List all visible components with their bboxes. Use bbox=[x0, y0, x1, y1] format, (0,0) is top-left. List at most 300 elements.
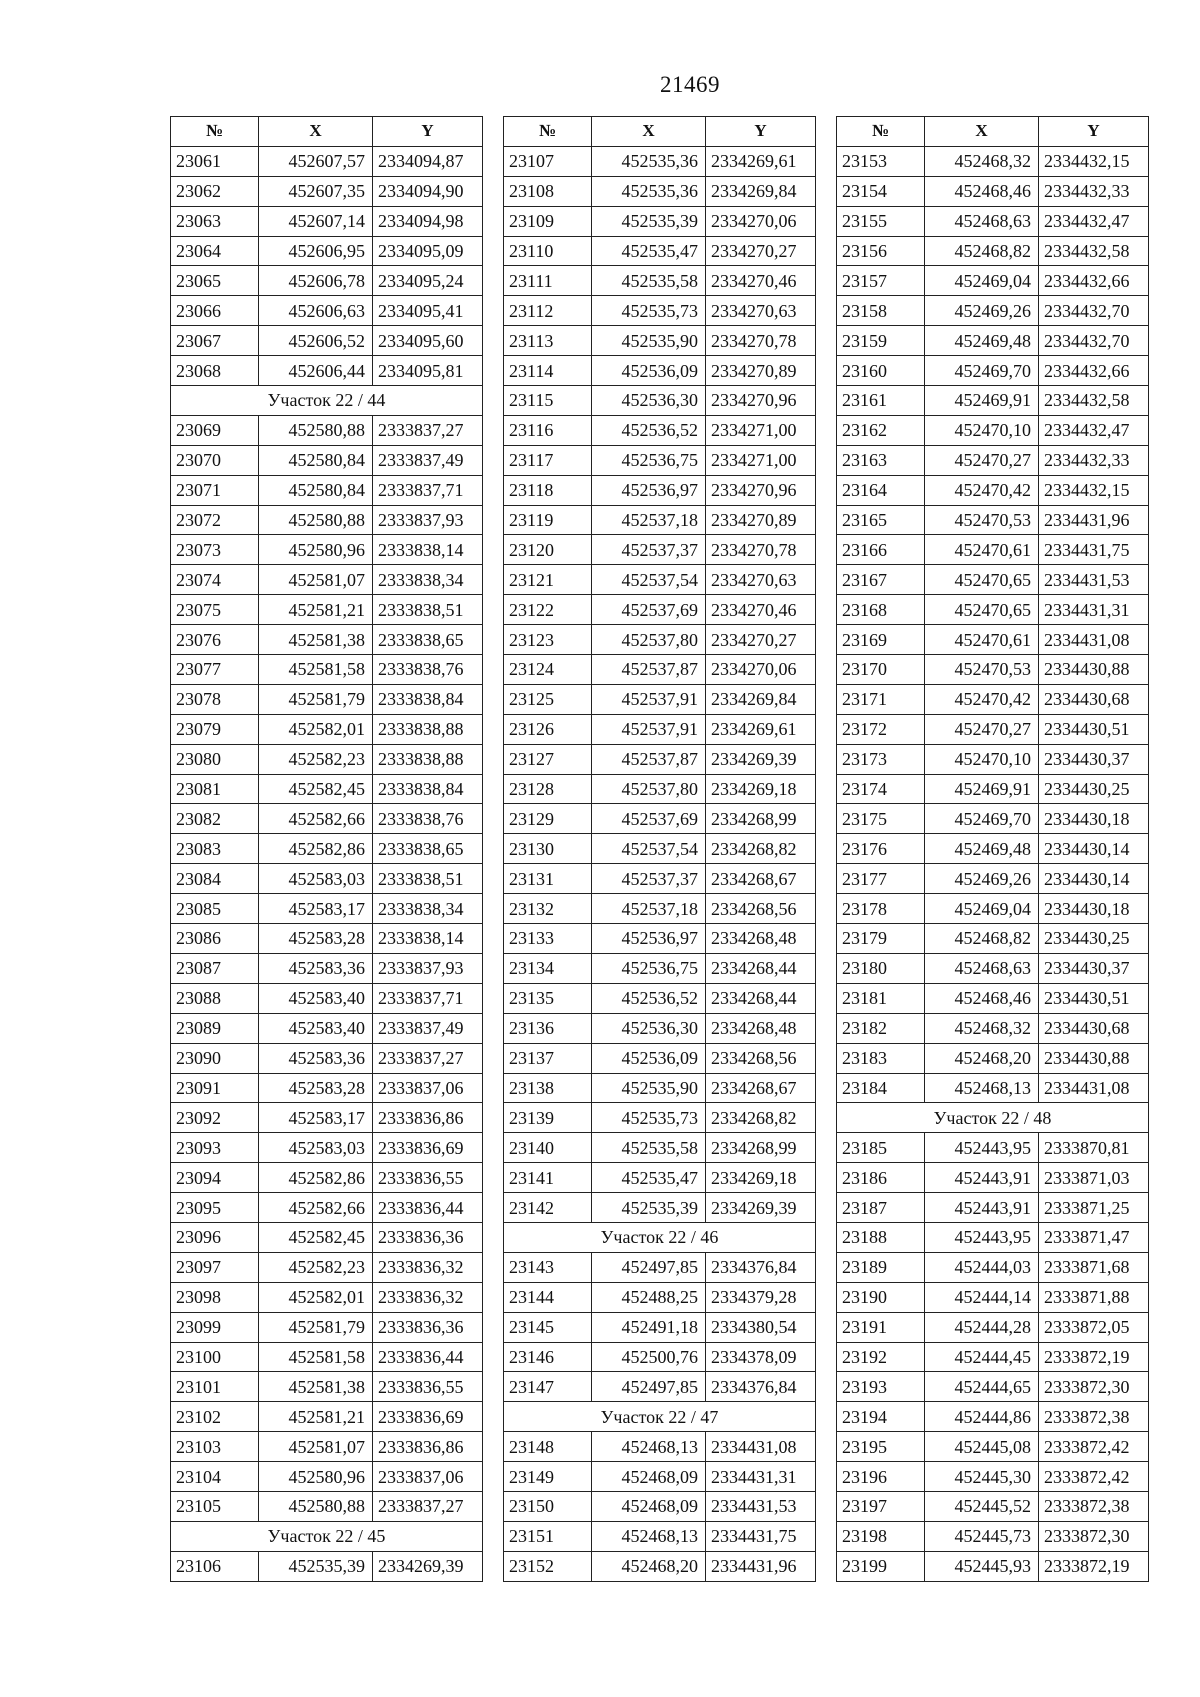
table-row bbox=[171, 475, 483, 505]
table-row bbox=[837, 475, 1149, 505]
y-coordinate: 2333837,93 bbox=[373, 953, 483, 983]
y-coordinate: 2334432,70 bbox=[1039, 296, 1149, 326]
table-row bbox=[504, 1312, 816, 1342]
x-coordinate: 452536,30 bbox=[592, 1013, 706, 1043]
point-number: 23079 bbox=[171, 714, 259, 744]
y-coordinate: 2334270,46 bbox=[706, 266, 816, 296]
page-number: 21469 bbox=[660, 72, 720, 97]
x-coordinate: 452581,21 bbox=[259, 1402, 373, 1432]
point-number: 23098 bbox=[171, 1282, 259, 1312]
point-number: 23190 bbox=[837, 1282, 925, 1312]
section-row bbox=[504, 1222, 816, 1252]
x-coordinate: 452607,35 bbox=[259, 176, 373, 206]
table-row bbox=[504, 1013, 816, 1043]
x-coordinate: 452581,07 bbox=[259, 565, 373, 595]
point-number: 23100 bbox=[171, 1342, 259, 1372]
point-number: 23167 bbox=[837, 565, 925, 595]
y-coordinate: 2334431,53 bbox=[1039, 565, 1149, 595]
y-coordinate: 2333838,84 bbox=[373, 774, 483, 804]
x-coordinate: 452583,36 bbox=[259, 1043, 373, 1073]
table-row bbox=[171, 1073, 483, 1103]
table-row bbox=[837, 983, 1149, 1013]
y-coordinate: 2333871,88 bbox=[1039, 1282, 1149, 1312]
table-row bbox=[504, 924, 816, 954]
x-coordinate: 452468,32 bbox=[925, 146, 1039, 176]
point-number: 23140 bbox=[504, 1133, 592, 1163]
x-coordinate: 452582,01 bbox=[259, 1282, 373, 1312]
table-row bbox=[171, 864, 483, 894]
x-coordinate: 452581,79 bbox=[259, 684, 373, 714]
x-coordinate: 452470,53 bbox=[925, 655, 1039, 685]
y-coordinate: 2334430,18 bbox=[1039, 804, 1149, 834]
x-coordinate: 452583,03 bbox=[259, 1133, 373, 1163]
y-coordinate: 2334431,53 bbox=[706, 1491, 816, 1521]
table-row bbox=[837, 206, 1149, 236]
point-number: 23087 bbox=[171, 953, 259, 983]
x-coordinate: 452468,09 bbox=[592, 1462, 706, 1492]
y-coordinate: 2334268,82 bbox=[706, 1103, 816, 1133]
table-row bbox=[504, 415, 816, 445]
y-coordinate: 2333836,69 bbox=[373, 1133, 483, 1163]
table-row bbox=[171, 1312, 483, 1342]
y-coordinate: 2334431,75 bbox=[1039, 535, 1149, 565]
point-number: 23107 bbox=[504, 146, 592, 176]
point-number: 23134 bbox=[504, 953, 592, 983]
y-coordinate: 2333838,14 bbox=[373, 535, 483, 565]
point-number: 23195 bbox=[837, 1432, 925, 1462]
y-coordinate: 2334431,75 bbox=[706, 1521, 816, 1551]
table-row bbox=[171, 774, 483, 804]
point-number: 23186 bbox=[837, 1163, 925, 1193]
y-coordinate: 2334379,28 bbox=[706, 1282, 816, 1312]
x-coordinate: 452581,07 bbox=[259, 1432, 373, 1462]
y-coordinate: 2334430,25 bbox=[1039, 774, 1149, 804]
x-coordinate: 452470,53 bbox=[925, 505, 1039, 535]
header-x: X bbox=[592, 117, 706, 147]
point-number: 23120 bbox=[504, 535, 592, 565]
table-row bbox=[837, 804, 1149, 834]
x-coordinate: 452535,39 bbox=[592, 1193, 706, 1223]
table-row bbox=[171, 1372, 483, 1402]
y-coordinate: 2333838,34 bbox=[373, 894, 483, 924]
y-coordinate: 2334432,33 bbox=[1039, 445, 1149, 475]
table-row bbox=[504, 1133, 816, 1163]
x-coordinate: 452468,46 bbox=[925, 983, 1039, 1013]
table-row bbox=[171, 1282, 483, 1312]
x-coordinate: 452581,21 bbox=[259, 595, 373, 625]
x-coordinate: 452470,42 bbox=[925, 475, 1039, 505]
point-number: 23064 bbox=[171, 236, 259, 266]
x-coordinate: 452469,48 bbox=[925, 326, 1039, 356]
x-coordinate: 452582,45 bbox=[259, 1222, 373, 1252]
point-number: 23083 bbox=[171, 834, 259, 864]
x-coordinate: 452581,38 bbox=[259, 625, 373, 655]
x-coordinate: 452535,36 bbox=[592, 146, 706, 176]
x-coordinate: 452444,45 bbox=[925, 1342, 1039, 1372]
x-coordinate: 452607,57 bbox=[259, 146, 373, 176]
point-number: 23124 bbox=[504, 655, 592, 685]
y-coordinate: 2334269,39 bbox=[373, 1551, 483, 1581]
point-number: 23181 bbox=[837, 983, 925, 1013]
table-row bbox=[171, 1043, 483, 1073]
x-coordinate: 452537,18 bbox=[592, 505, 706, 535]
y-coordinate: 2333836,44 bbox=[373, 1193, 483, 1223]
y-coordinate: 2333838,65 bbox=[373, 625, 483, 655]
x-coordinate: 452445,52 bbox=[925, 1491, 1039, 1521]
x-coordinate: 452583,17 bbox=[259, 894, 373, 924]
x-coordinate: 452537,54 bbox=[592, 565, 706, 595]
y-coordinate: 2334094,90 bbox=[373, 176, 483, 206]
table-row bbox=[837, 1432, 1149, 1462]
x-coordinate: 452582,86 bbox=[259, 834, 373, 864]
point-number: 23131 bbox=[504, 864, 592, 894]
point-number: 23176 bbox=[837, 834, 925, 864]
table-row bbox=[837, 356, 1149, 386]
x-coordinate: 452582,01 bbox=[259, 714, 373, 744]
x-coordinate: 452606,95 bbox=[259, 236, 373, 266]
x-coordinate: 452606,52 bbox=[259, 326, 373, 356]
x-coordinate: 452535,47 bbox=[592, 236, 706, 266]
point-number: 23171 bbox=[837, 684, 925, 714]
x-coordinate: 452443,95 bbox=[925, 1133, 1039, 1163]
table-row bbox=[504, 894, 816, 924]
y-coordinate: 2333838,76 bbox=[373, 804, 483, 834]
point-number: 23145 bbox=[504, 1312, 592, 1342]
x-coordinate: 452470,42 bbox=[925, 684, 1039, 714]
point-number: 23129 bbox=[504, 804, 592, 834]
point-number: 23067 bbox=[171, 326, 259, 356]
point-number: 23178 bbox=[837, 894, 925, 924]
table-row bbox=[504, 266, 816, 296]
point-number: 23132 bbox=[504, 894, 592, 924]
point-number: 23194 bbox=[837, 1402, 925, 1432]
x-coordinate: 452606,63 bbox=[259, 296, 373, 326]
x-coordinate: 452583,03 bbox=[259, 864, 373, 894]
x-coordinate: 452468,13 bbox=[925, 1073, 1039, 1103]
point-number: 23069 bbox=[171, 415, 259, 445]
table-row bbox=[504, 1491, 816, 1521]
x-coordinate: 452535,73 bbox=[592, 296, 706, 326]
table-row bbox=[171, 1402, 483, 1432]
header-x: X bbox=[259, 117, 373, 147]
table-row bbox=[171, 296, 483, 326]
point-number: 23197 bbox=[837, 1491, 925, 1521]
table-header-row bbox=[171, 117, 483, 147]
x-coordinate: 452497,85 bbox=[592, 1252, 706, 1282]
x-coordinate: 452468,82 bbox=[925, 236, 1039, 266]
coordinates-table-2 bbox=[503, 116, 816, 1582]
header-num: № bbox=[171, 117, 259, 147]
table-row bbox=[837, 1342, 1149, 1372]
y-coordinate: 2334430,68 bbox=[1039, 1013, 1149, 1043]
point-number: 23187 bbox=[837, 1193, 925, 1223]
y-coordinate: 2334269,61 bbox=[706, 714, 816, 744]
table-row bbox=[837, 1252, 1149, 1282]
table-row bbox=[171, 1013, 483, 1043]
y-coordinate: 2334094,98 bbox=[373, 206, 483, 236]
y-coordinate: 2334432,66 bbox=[1039, 266, 1149, 296]
y-coordinate: 2334268,56 bbox=[706, 1043, 816, 1073]
y-coordinate: 2333837,06 bbox=[373, 1462, 483, 1492]
point-number: 23109 bbox=[504, 206, 592, 236]
x-coordinate: 452469,91 bbox=[925, 774, 1039, 804]
table-body bbox=[837, 146, 1149, 1581]
y-coordinate: 2334095,60 bbox=[373, 326, 483, 356]
y-coordinate: 2334270,89 bbox=[706, 505, 816, 535]
point-number: 23152 bbox=[504, 1551, 592, 1581]
table-row bbox=[171, 176, 483, 206]
point-number: 23119 bbox=[504, 505, 592, 535]
table-row bbox=[837, 1222, 1149, 1252]
table-row bbox=[837, 445, 1149, 475]
x-coordinate: 452468,20 bbox=[592, 1551, 706, 1581]
table-row bbox=[504, 744, 816, 774]
table-row bbox=[837, 924, 1149, 954]
table-row bbox=[837, 1163, 1149, 1193]
table-row bbox=[171, 595, 483, 625]
point-number: 23102 bbox=[171, 1402, 259, 1432]
table-row bbox=[837, 1491, 1149, 1521]
y-coordinate: 2334268,48 bbox=[706, 1013, 816, 1043]
point-number: 23198 bbox=[837, 1521, 925, 1551]
table-row bbox=[837, 296, 1149, 326]
y-coordinate: 2334431,96 bbox=[1039, 505, 1149, 535]
table-row bbox=[171, 1222, 483, 1252]
point-number: 23164 bbox=[837, 475, 925, 505]
table-row bbox=[504, 176, 816, 206]
table-row bbox=[504, 1342, 816, 1372]
y-coordinate: 2334094,87 bbox=[373, 146, 483, 176]
point-number: 23155 bbox=[837, 206, 925, 236]
x-coordinate: 452469,26 bbox=[925, 296, 1039, 326]
x-coordinate: 452537,91 bbox=[592, 714, 706, 744]
x-coordinate: 452536,52 bbox=[592, 983, 706, 1013]
table-row bbox=[171, 1432, 483, 1462]
point-number: 23091 bbox=[171, 1073, 259, 1103]
point-number: 23088 bbox=[171, 983, 259, 1013]
point-number: 23156 bbox=[837, 236, 925, 266]
point-number: 23159 bbox=[837, 326, 925, 356]
y-coordinate: 2334268,99 bbox=[706, 1133, 816, 1163]
table-row bbox=[504, 834, 816, 864]
point-number: 23188 bbox=[837, 1222, 925, 1252]
x-coordinate: 452537,37 bbox=[592, 864, 706, 894]
table-row bbox=[171, 953, 483, 983]
x-coordinate: 452580,96 bbox=[259, 535, 373, 565]
point-number: 23077 bbox=[171, 655, 259, 685]
table-row bbox=[171, 565, 483, 595]
y-coordinate: 2333836,55 bbox=[373, 1163, 483, 1193]
point-number: 23089 bbox=[171, 1013, 259, 1043]
table-row bbox=[504, 774, 816, 804]
point-number: 23173 bbox=[837, 744, 925, 774]
y-coordinate: 2334095,24 bbox=[373, 266, 483, 296]
point-number: 23116 bbox=[504, 415, 592, 445]
table-header-row bbox=[837, 117, 1149, 147]
coordinates-table-3 bbox=[836, 116, 1149, 1582]
y-coordinate: 2334268,67 bbox=[706, 864, 816, 894]
table-row bbox=[504, 1073, 816, 1103]
table-row bbox=[171, 326, 483, 356]
point-number: 23090 bbox=[171, 1043, 259, 1073]
y-coordinate: 2334432,58 bbox=[1039, 386, 1149, 416]
point-number: 23169 bbox=[837, 625, 925, 655]
table-row bbox=[171, 625, 483, 655]
point-number: 23162 bbox=[837, 415, 925, 445]
y-coordinate: 2334270,06 bbox=[706, 655, 816, 685]
x-coordinate: 452470,61 bbox=[925, 625, 1039, 655]
point-number: 23170 bbox=[837, 655, 925, 685]
table-row bbox=[837, 1193, 1149, 1223]
point-number: 23158 bbox=[837, 296, 925, 326]
y-coordinate: 2334430,68 bbox=[1039, 684, 1149, 714]
table-row bbox=[837, 953, 1149, 983]
y-coordinate: 2333838,65 bbox=[373, 834, 483, 864]
point-number: 23086 bbox=[171, 924, 259, 954]
point-number: 23185 bbox=[837, 1133, 925, 1163]
point-number: 23105 bbox=[171, 1491, 259, 1521]
table-row bbox=[837, 326, 1149, 356]
table-row bbox=[504, 206, 816, 236]
point-number: 23130 bbox=[504, 834, 592, 864]
y-coordinate: 2334376,84 bbox=[706, 1252, 816, 1282]
table-row bbox=[504, 1252, 816, 1282]
y-coordinate: 2334269,39 bbox=[706, 744, 816, 774]
y-coordinate: 2334270,06 bbox=[706, 206, 816, 236]
table-row bbox=[504, 1043, 816, 1073]
y-coordinate: 2333838,34 bbox=[373, 565, 483, 595]
x-coordinate: 452470,61 bbox=[925, 535, 1039, 565]
coordinates-table-1 bbox=[170, 116, 483, 1582]
point-number: 23161 bbox=[837, 386, 925, 416]
point-number: 23157 bbox=[837, 266, 925, 296]
table-row bbox=[837, 1312, 1149, 1342]
point-number: 23153 bbox=[837, 146, 925, 176]
point-number: 23165 bbox=[837, 505, 925, 535]
x-coordinate: 452581,79 bbox=[259, 1312, 373, 1342]
table-row bbox=[171, 804, 483, 834]
table-row bbox=[504, 356, 816, 386]
x-coordinate: 452536,09 bbox=[592, 356, 706, 386]
section-row bbox=[171, 1521, 483, 1551]
table-row bbox=[171, 356, 483, 386]
y-coordinate: 2334270,78 bbox=[706, 535, 816, 565]
x-coordinate: 452468,13 bbox=[592, 1521, 706, 1551]
point-number: 23106 bbox=[171, 1551, 259, 1581]
x-coordinate: 452607,14 bbox=[259, 206, 373, 236]
y-coordinate: 2333836,36 bbox=[373, 1312, 483, 1342]
point-number: 23175 bbox=[837, 804, 925, 834]
y-coordinate: 2333838,51 bbox=[373, 864, 483, 894]
x-coordinate: 452606,78 bbox=[259, 266, 373, 296]
point-number: 23096 bbox=[171, 1222, 259, 1252]
x-coordinate: 452580,84 bbox=[259, 475, 373, 505]
x-coordinate: 452536,09 bbox=[592, 1043, 706, 1073]
y-coordinate: 2334430,37 bbox=[1039, 953, 1149, 983]
y-coordinate: 2333838,84 bbox=[373, 684, 483, 714]
x-coordinate: 452470,27 bbox=[925, 714, 1039, 744]
point-number: 23149 bbox=[504, 1462, 592, 1492]
x-coordinate: 452535,39 bbox=[259, 1551, 373, 1581]
table-header-row bbox=[504, 117, 816, 147]
table-row bbox=[837, 655, 1149, 685]
point-number: 23148 bbox=[504, 1432, 592, 1462]
table-row bbox=[837, 864, 1149, 894]
y-coordinate: 2334269,84 bbox=[706, 176, 816, 206]
x-coordinate: 452536,52 bbox=[592, 415, 706, 445]
y-coordinate: 2334269,61 bbox=[706, 146, 816, 176]
y-coordinate: 2334431,08 bbox=[706, 1432, 816, 1462]
point-number: 23071 bbox=[171, 475, 259, 505]
table-row bbox=[504, 1103, 816, 1133]
x-coordinate: 452582,86 bbox=[259, 1163, 373, 1193]
x-coordinate: 452535,90 bbox=[592, 1073, 706, 1103]
table-row bbox=[504, 505, 816, 535]
table-row bbox=[171, 655, 483, 685]
point-number: 23172 bbox=[837, 714, 925, 744]
y-coordinate: 2333871,68 bbox=[1039, 1252, 1149, 1282]
x-coordinate: 452537,18 bbox=[592, 894, 706, 924]
y-coordinate: 2333836,32 bbox=[373, 1282, 483, 1312]
table-row bbox=[171, 834, 483, 864]
y-coordinate: 2334270,63 bbox=[706, 296, 816, 326]
y-coordinate: 2334270,46 bbox=[706, 595, 816, 625]
y-coordinate: 2334432,15 bbox=[1039, 146, 1149, 176]
y-coordinate: 2334270,96 bbox=[706, 475, 816, 505]
y-coordinate: 2334268,99 bbox=[706, 804, 816, 834]
x-coordinate: 452491,18 bbox=[592, 1312, 706, 1342]
y-coordinate: 2334432,70 bbox=[1039, 326, 1149, 356]
table-row bbox=[504, 1372, 816, 1402]
y-coordinate: 2333838,14 bbox=[373, 924, 483, 954]
point-number: 23117 bbox=[504, 445, 592, 475]
y-coordinate: 2334270,27 bbox=[706, 236, 816, 266]
table-row bbox=[837, 744, 1149, 774]
y-coordinate: 2333837,93 bbox=[373, 505, 483, 535]
table-row bbox=[837, 684, 1149, 714]
point-number: 23092 bbox=[171, 1103, 259, 1133]
x-coordinate: 452497,85 bbox=[592, 1372, 706, 1402]
y-coordinate: 2333872,30 bbox=[1039, 1521, 1149, 1551]
point-number: 23128 bbox=[504, 774, 592, 804]
y-coordinate: 2333836,36 bbox=[373, 1222, 483, 1252]
x-coordinate: 452443,91 bbox=[925, 1193, 1039, 1223]
y-coordinate: 2333836,55 bbox=[373, 1372, 483, 1402]
table-row bbox=[837, 894, 1149, 924]
y-coordinate: 2334270,89 bbox=[706, 356, 816, 386]
section-title: Участок 22 / 48 bbox=[837, 1103, 1149, 1133]
table-row bbox=[171, 983, 483, 1013]
y-coordinate: 2334430,88 bbox=[1039, 655, 1149, 685]
table-row bbox=[171, 1133, 483, 1163]
point-number: 23121 bbox=[504, 565, 592, 595]
point-number: 23094 bbox=[171, 1163, 259, 1193]
table-row bbox=[837, 595, 1149, 625]
table-row bbox=[504, 983, 816, 1013]
x-coordinate: 452443,91 bbox=[925, 1163, 1039, 1193]
table-body bbox=[504, 146, 816, 1581]
point-number: 23191 bbox=[837, 1312, 925, 1342]
table-row bbox=[171, 445, 483, 475]
y-coordinate: 2334378,09 bbox=[706, 1342, 816, 1372]
point-number: 23135 bbox=[504, 983, 592, 1013]
table-row bbox=[504, 296, 816, 326]
x-coordinate: 452469,91 bbox=[925, 386, 1039, 416]
point-number: 23070 bbox=[171, 445, 259, 475]
x-coordinate: 452444,65 bbox=[925, 1372, 1039, 1402]
y-coordinate: 2333837,27 bbox=[373, 415, 483, 445]
table-row bbox=[837, 415, 1149, 445]
